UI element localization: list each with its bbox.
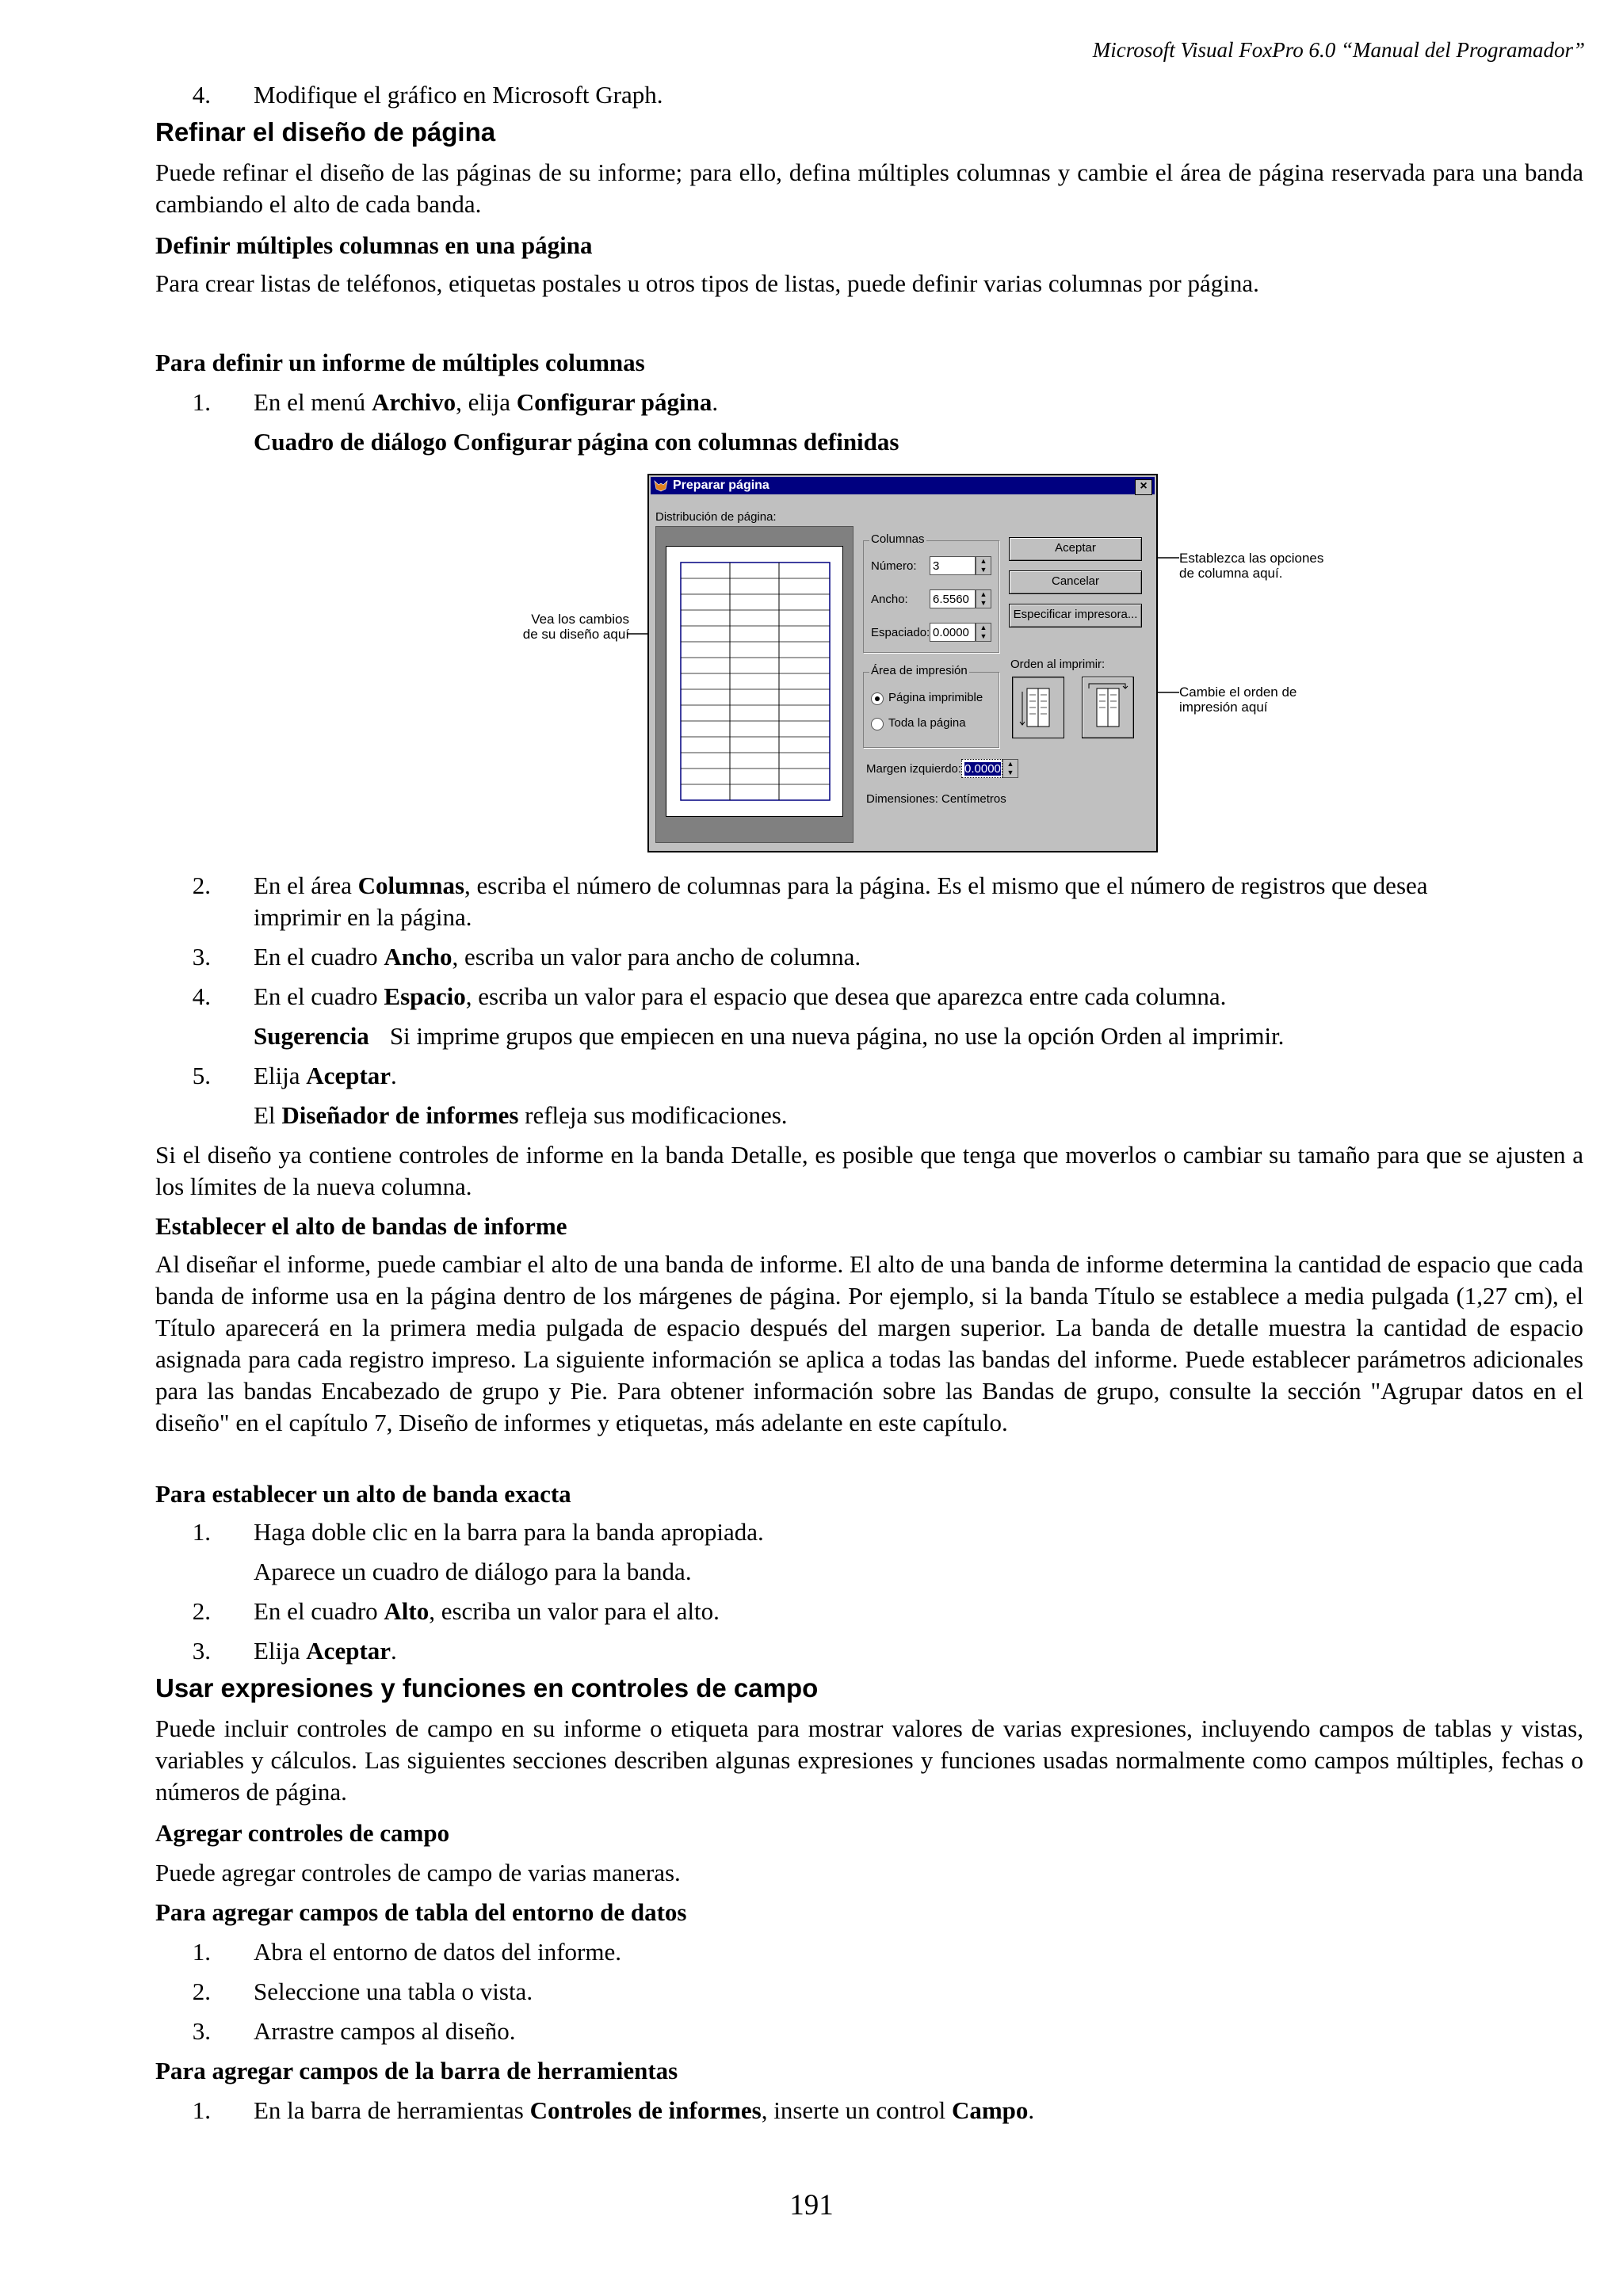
orden-columna-button[interactable] [1012,677,1064,738]
list-text: Abra el entorno de datos del informe. [254,1938,621,1966]
procedure-heading: Para definir un informe de múltiples columnas [155,349,645,376]
list-item [174,2016,1601,2047]
list-text: En el área Columnas, escriba el número de columnas para la página. Es el mismo que el número de registros que desea [254,871,1428,899]
espaciado-label: Espaciado: [871,626,930,639]
list-number: 4. [192,81,211,109]
list-number: 3. [192,943,211,971]
list-item [174,941,1601,973]
tip-label: Sugerencia [254,1022,369,1050]
list-number: 1. [192,1938,211,1966]
toda-pagina-label: Toda la página [888,716,966,730]
subsection-heading: Definir múltiples columnas en una página [155,231,593,259]
list-item [174,981,1601,1013]
list-text: En el cuadro Alto, escriba un valor para el alto. [254,1597,720,1625]
layout-label: Distribución de página: [655,510,777,524]
column-order-icon [1013,677,1064,738]
columnas-label: Columnas [871,532,925,546]
margen-input[interactable]: 0.0000 [961,759,1002,778]
fox-icon [654,479,668,492]
paragraph: Para crear listas de teléfonos, etiquetas postales u otros tipos de listas, puede definir varias columnas por página. [155,269,1259,297]
procedure-heading: Para agregar campos de la barra de herramientas [155,2057,678,2084]
list-text: En el menú Archivo, elija Configurar página. [254,388,719,416]
list-item [174,1596,1601,1627]
list-item [174,1516,1601,1548]
callout-right-bottom: Cambie el orden de impresión aquí [1179,685,1297,715]
list-number: 4. [192,982,211,1010]
page-number: 191 [789,2189,834,2222]
layout-preview [655,526,854,843]
espaciado-spinner[interactable]: ▲ ▼ [976,623,991,642]
dialog-titlebar [651,477,1155,494]
pagina-imprimible-radio[interactable] [871,692,884,705]
subsection-heading: Agregar controles de campo [155,1819,450,1847]
numero-spinner[interactable]: ▲ ▼ [976,556,991,575]
margen-label: Margen izquierdo: [866,762,962,776]
step-note: Aparece un cuadro de diálogo para la banda. [254,1558,692,1585]
toda-pagina-radio[interactable] [871,718,884,730]
list-number: 3. [192,1637,211,1665]
list-number: 3. [192,2017,211,2045]
espaciado-input[interactable]: 0.0000 [930,623,976,642]
tip-text: Si imprime grupos que empiecen en una nueva página, no use la opción Orden al imprimir. [389,1022,1285,1050]
list-number: 2. [192,871,211,899]
orden-fila-button[interactable] [1082,677,1134,738]
list-number: 5. [192,1062,211,1089]
especificar-impresora-button[interactable]: Especificar impresora... [1009,604,1142,627]
list-text: En la barra de herramientas Controles de informes, inserte un control Campo. [254,2096,1035,2124]
list-text: Elija Aceptar. [254,1062,397,1089]
procedure-heading: Para agregar campos de tabla del entorno de datos [155,1898,687,1926]
margen-spinner[interactable]: ▲ ▼ [1002,759,1018,778]
paragraph: Puede agregar controles de campo de varias maneras. [155,1859,681,1886]
list-number: 2. [192,1597,211,1625]
cancelar-button[interactable]: Cancelar [1009,570,1142,594]
list-number: 2. [192,1978,211,2005]
orden-label: Orden al imprimir: [1010,658,1106,671]
paragraph: Puede incluir controles de campo en su informe o etiqueta para mostrar valores de varias expresiones, incluyendo campos de tablas y vistas, variables y cálculos. Las siguientes secciones describen algunas expresiones y funciones usadas normalmente como campos múltiples, fechas o números de página. [155,1714,1583,1806]
area-group [863,672,999,748]
callout-left: Vea los cambios de su diseño aquí [522,612,629,642]
list-text: Arrastre campos al diseño. [254,2017,516,2045]
procedure-heading: Para establecer un alto de banda exacta [155,1480,571,1508]
dialog-title: Preparar página [673,479,769,492]
dimensiones-label: Dimensiones: Centímetros [866,792,1006,806]
list-number: 1. [192,1518,211,1546]
list-item [174,387,1601,418]
list-item [174,2095,1601,2126]
list-text: Seleccione una tabla o vista. [254,1978,533,2005]
list-text: En el cuadro Ancho, escriba un valor para ancho de columna. [254,943,861,971]
list-text: Haga doble clic en la barra para la banda apropiada. [254,1518,764,1546]
list-item [174,1976,1601,2008]
list-text: En el cuadro Espacio, escriba un valor para el espacio que desea que aparezca entre cada columna. [254,982,1227,1010]
list-item [174,1635,1601,1667]
list-number: 1. [192,2096,211,2124]
list-item [174,1936,1601,1968]
numero-input[interactable]: 3 [930,556,976,575]
section-heading: Usar expresiones y funciones en controles de campo [155,1673,819,1703]
figure-caption: Cuadro de diálogo Configurar página con columnas definidas [254,428,899,456]
list-number: 1. [192,388,211,416]
list-text: Elija Aceptar. [254,1637,397,1665]
area-label: Área de impresión [871,664,968,677]
ancho-label: Ancho: [871,593,908,606]
preview-columns [666,547,842,816]
preview-page [666,546,843,817]
list-text-continued: imprimir en la página. [254,903,472,931]
close-button[interactable]: × [1135,479,1152,495]
aceptar-button[interactable]: Aceptar [1009,537,1142,561]
step-note: El Diseñador de informes refleja sus modificaciones. [254,1101,788,1129]
subsection-heading: Establecer el alto de bandas de informe [155,1212,567,1240]
ancho-input[interactable]: 6.5560 [930,589,976,608]
ancho-spinner[interactable]: ▲ ▼ [976,589,991,608]
callout-right-top: Establezca las opciones de columna aquí. [1179,551,1324,581]
numero-label: Número: [871,559,917,573]
page-setup-dialog [647,474,1158,852]
list-item [174,870,1601,933]
list-item [174,1060,1601,1092]
list-text: Modifique el gráfico en Microsoft Graph. [254,81,663,109]
list-item [174,79,1601,111]
section-heading: Refinar el diseño de página [155,117,496,147]
row-order-icon [1083,677,1133,738]
paragraph: Puede refinar el diseño de las páginas de su informe; para ello, defina múltiples columnas y cambie el área de página reservada para una banda cambiando el alto de cada banda. [155,158,1583,218]
running-header: Microsoft Visual FoxPro 6.0 “Manual del Programador” [1092,38,1585,62]
paragraph: Al diseñar el informe, puede cambiar el alto de una banda de informe. El alto de una banda de informe determina la cantidad de espacio que cada banda de informe usa en la página dentro de los márgenes de página. Por ejemplo, si la banda Título se establece a media pulgada (1,27 cm), el Título aparecerá en la primera media pulgada de espacio después del margen superior. La banda de detalle muestra la cantidad de espacio asignada para cada registro impreso. La siguiente información se aplica a todas las bandas del informe. Puede establecer parámetros adicionales para las bandas Encabezado de grupo y Pie. Para obtener información sobre las Bandas de grupo, consulte la sección "Agrupar datos en el diseño" en el capítulo 7, Diseño de informes y etiquetas, más adelante en este capítulo. [155,1250,1583,1436]
paragraph: Si el diseño ya contiene controles de informe en la banda Detalle, es posible que tenga que moverlos o cambiar su tamaño para que se ajusten a los límites de la nueva columna. [155,1141,1583,1200]
pagina-imprimible-label: Página imprimible [888,691,983,704]
tip [254,1020,1601,1052]
